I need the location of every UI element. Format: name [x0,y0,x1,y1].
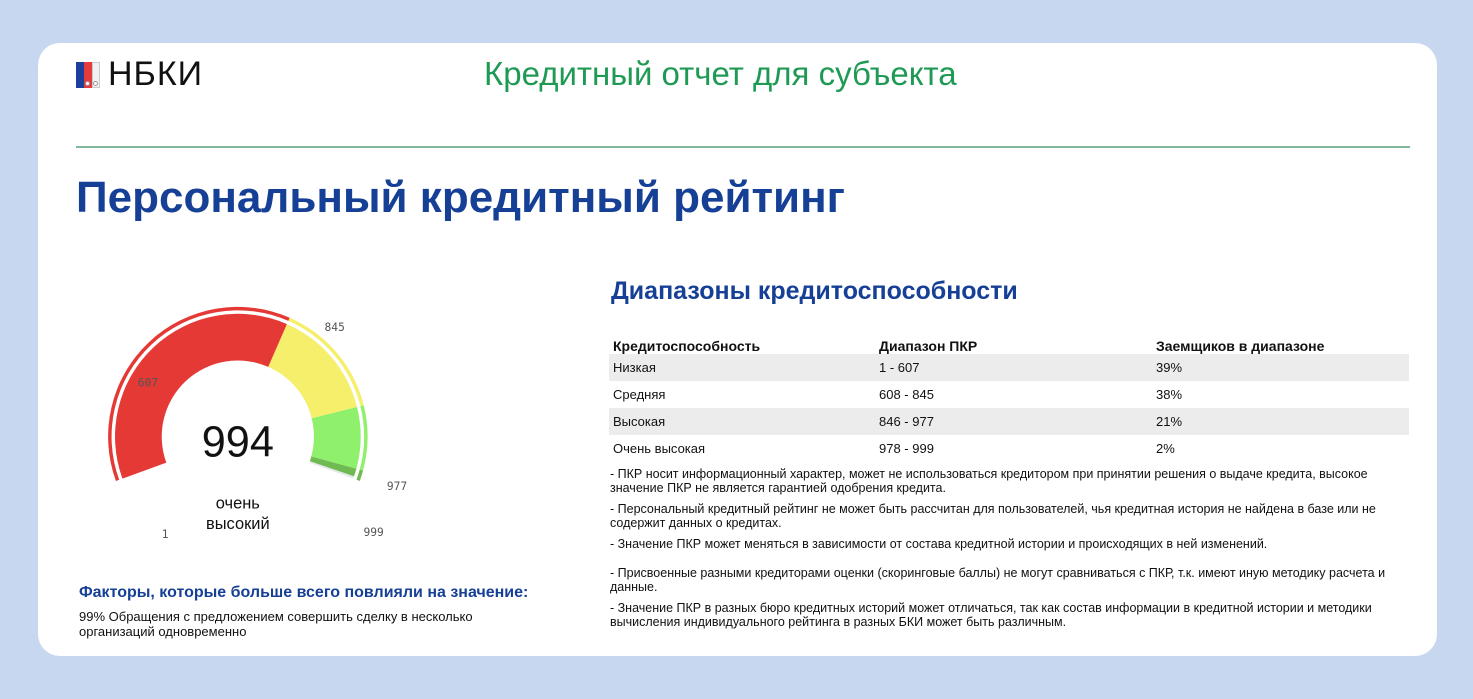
ranges-table [609,330,1409,462]
row-share: 21% [1152,408,1409,435]
row-share: 39% [1152,354,1409,381]
table-row [609,435,1409,462]
report-card [38,43,1437,656]
table-row [609,408,1409,435]
gauge-segment-1 [268,324,357,418]
header-borrowers: Заемщиков в диапазоне [1156,338,1325,354]
row-range: 1 - 607 [875,354,1152,381]
ranges-header-row [609,330,1409,354]
credit-score-gauge [96,275,416,555]
gauge-tick-845: 845 [324,321,345,335]
row-level: Низкая [609,354,875,381]
row-level: Высокая [609,408,875,435]
gauge-score: 994 [201,418,274,467]
row-share: 38% [1156,387,1183,402]
note-item: - Присвоенные разными кредиторами оценки (скоринговые баллы) не могут сравниваться с ПКР, т.к. имеют иную методику расчета и данные. [610,566,1386,594]
header-range: Диапазон ПКР [879,338,978,354]
gauge-rim-3 [356,470,363,481]
table-row [609,354,1409,381]
header-divider [76,146,1410,148]
header-creditworthiness: Кредитоспособность [613,338,761,354]
row-share: 2% [1156,441,1175,456]
notes [610,467,1410,636]
gauge-level-line1: очень [215,494,260,513]
row-range: 846 - 977 [875,408,1152,435]
row-range: 608 - 845 [879,387,934,402]
row-level: Средняя [613,387,666,402]
report-title: Кредитный отчет для субъекта [484,55,957,92]
note-item: - Значение ПКР в разных бюро кредитных историй может отличаться, так как состав информации в кредитной истории и методики вычисления индивидуального рейтинга в разных БКИ может быть различным. [610,601,1372,629]
ranges-title: Диапазоны кредитоспособности [611,277,1018,305]
factors-title: Факторы, которые больше всего повлияли на значение: [79,584,529,601]
gauge-tick-1: 1 [161,527,169,541]
gauge-level-line2: высокий [206,515,270,534]
nbki-logo [76,55,203,94]
note-item: - Персональный кредитный рейтинг не может быть рассчитан для пользователей, чья кредитная история не найдена в базе или не содержит данных о кредитах. [610,502,1376,530]
factors-text: 99% Обращения с предложением совершить сделку в несколько организаций одновременно [79,609,473,639]
gauge-tick-999: 999 [363,526,384,540]
table-row [609,381,1409,408]
gauge-tick-607: 607 [137,376,159,390]
nbki-logo-icon [76,62,100,88]
row-range: 978 - 999 [879,441,934,456]
row-level: Очень высокая [613,441,706,456]
note-item: - ПКР носит информационный характер, может не использоваться кредитором при принятии решения о выдаче кредита, высокое значение ПКР не является гарантией одобрения кредита. [610,467,1368,495]
gauge-tick-977: 977 [386,480,408,494]
gauge-rim-2 [360,405,368,470]
logo-text: НБКИ [108,55,204,93]
page-title: Персональный кредитный рейтинг [76,173,846,222]
note-item: - Значение ПКР может меняться в зависимости от состава кредитной истории и происходящих в ней изменений. [610,537,1268,551]
